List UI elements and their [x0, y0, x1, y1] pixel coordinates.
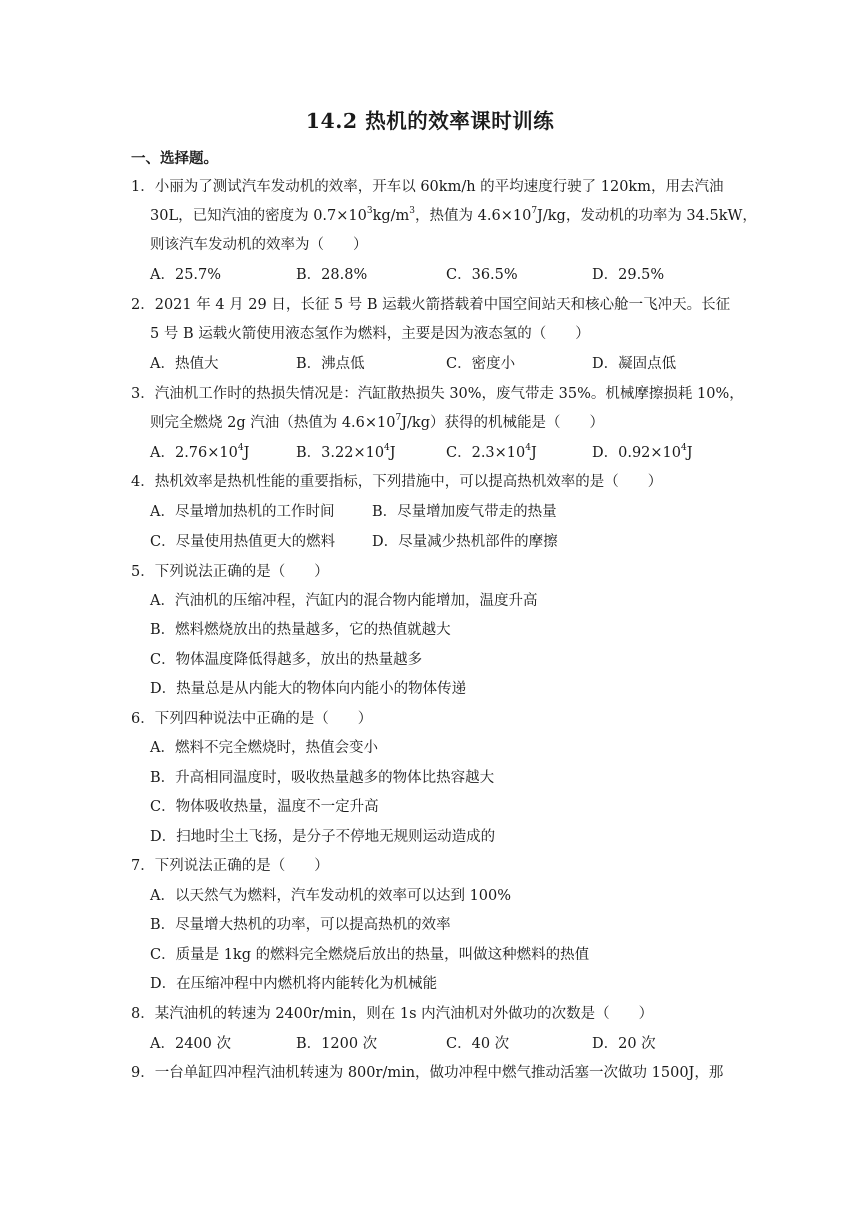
question-3-option-b: B．$3.22\times 10^4J$ [296, 443, 396, 461]
question-7-option-d: D．在压缩冲程中内燃机将内能转化为机械能 [150, 976, 438, 992]
question-3-option-d: D．$0.92\times 10^4J$ [592, 443, 693, 461]
question-7-option-c: C．质量是 1kg 的燃料完全燃烧后放出的热量，叫做这种燃料的热值 [150, 947, 590, 963]
question-7-line-1: 7．下列说法正确的是（ ） [131, 858, 329, 874]
question-3-option-c: C．$2.3\times 10^4J$ [446, 443, 537, 461]
question-2-option-a: A．热值大 [150, 356, 219, 372]
question-6-option-d: D．扫地时尘土飞扬，是分子不停地无规则运动造成的 [150, 829, 496, 845]
question-6-option-a: A．燃料不完全燃烧时，热值会变小 [150, 740, 378, 756]
question-2-option-d: D．凝固点低 [592, 356, 677, 372]
question-5-option-d: D．热量总是从内能大的物体向内能小的物体传递 [150, 681, 467, 697]
question-1-option-d: D．29.5% [592, 267, 665, 283]
question-8-option-c: C．40 次 [446, 1036, 510, 1052]
question-5-option-c: C．物体温度降低得越多，放出的热量越多 [150, 652, 423, 668]
question-2-option-b: B．沸点低 [296, 356, 365, 372]
question-8-line-1: 8．某汽油机的转速为 2400r/min，则在 1s 内汽油机对外做功的次数是（ ） [131, 1006, 654, 1022]
page-title: 14.2 热机的效率课时训练 [305, 109, 555, 133]
question-5-line-1: 5．下列说法正确的是（ ） [131, 564, 329, 580]
section-heading: 一、选择题。 [131, 150, 218, 167]
question-6-option-c: C．物体吸收热量，温度不一定升高 [150, 799, 379, 815]
question-4-option-d: D．尽量减少热机部件的摩擦 [372, 534, 558, 550]
question-1-line-1: 1．小丽为了测试汽车发动机的效率，开车以 60km/h 的平均速度行驶了 120km，用去汽油 [131, 179, 724, 195]
question-1-line-2: 30L，已知汽油的密度为 $0.7\times 10^3kg/m^3$，热值为 $4.6\times 10^7J/kg$，发动机的功率为 34.5kW， [150, 206, 757, 224]
question-7-option-b: B．尽量增大热机的功率，可以提高热机的效率 [150, 917, 451, 933]
question-5-option-a: A．汽油机的压缩冲程，汽缸内的混合物内能增加，温度升高 [150, 593, 538, 609]
question-4-line-1: 4．热机效率是热机性能的重要指标，下列措施中，可以提高热机效率的是（ ） [131, 474, 663, 490]
question-2-option-c: C．密度小 [446, 356, 516, 372]
question-7-option-a: A．以天然气为燃料，汽车发动机的效率可以达到 100% [150, 888, 512, 904]
question-4-option-a: A．尽量增加热机的工作时间 [150, 504, 335, 520]
question-1-option-a: A．25.7% [150, 267, 222, 283]
question-3-line-2: 则完全燃烧 2g 汽油（热值为 $4.6\times 10^7J/kg$）获得的机械能是（ ） [150, 413, 604, 431]
question-6-line-1: 6．下列四种说法中正确的是（ ） [131, 711, 373, 727]
question-2-line-2: 5 号 B 运载火箭使用液态氢作为燃料，主要是因为液态氢的（ ） [150, 326, 590, 342]
question-8-option-b: B．1200 次 [296, 1036, 378, 1052]
question-8-option-a: A．2400 次 [150, 1036, 231, 1052]
question-1-line-3: 则该汽车发动机的效率为（ ） [150, 237, 368, 253]
question-4-option-c: C．尽量使用热值更大的燃料 [150, 534, 336, 550]
question-3-option-a: A．$2.76\times 10^4J$ [150, 443, 250, 461]
question-1-option-c: C．36.5% [446, 267, 518, 283]
question-2-line-1: 2．2021 年 4 月 29 日，长征 5 号 B 运载火箭搭载着中国空间站天和核心舱一飞冲天。长征 [131, 297, 731, 313]
question-8-option-d: D．20 次 [592, 1036, 656, 1052]
question-3-line-1: 3．汽油机工作时的热损失情况是：汽缸散热损失 30%，废气带走 35%。机械摩擦损耗 10%， [131, 386, 744, 402]
question-5-option-b: B．燃料燃烧放出的热量越多，它的热值就越大 [150, 622, 451, 638]
question-6-option-b: B．升高相同温度时，吸收热量越多的物体比热容越大 [150, 770, 495, 786]
question-1-option-b: B．28.8% [296, 267, 368, 283]
question-4-option-b: B．尽量增加废气带走的热量 [372, 504, 557, 520]
question-9-line-1: 9．一台单缸四冲程汽油机转速为 800r/min，做功冲程中燃气推动活塞一次做功 1500J，那 [131, 1065, 724, 1081]
